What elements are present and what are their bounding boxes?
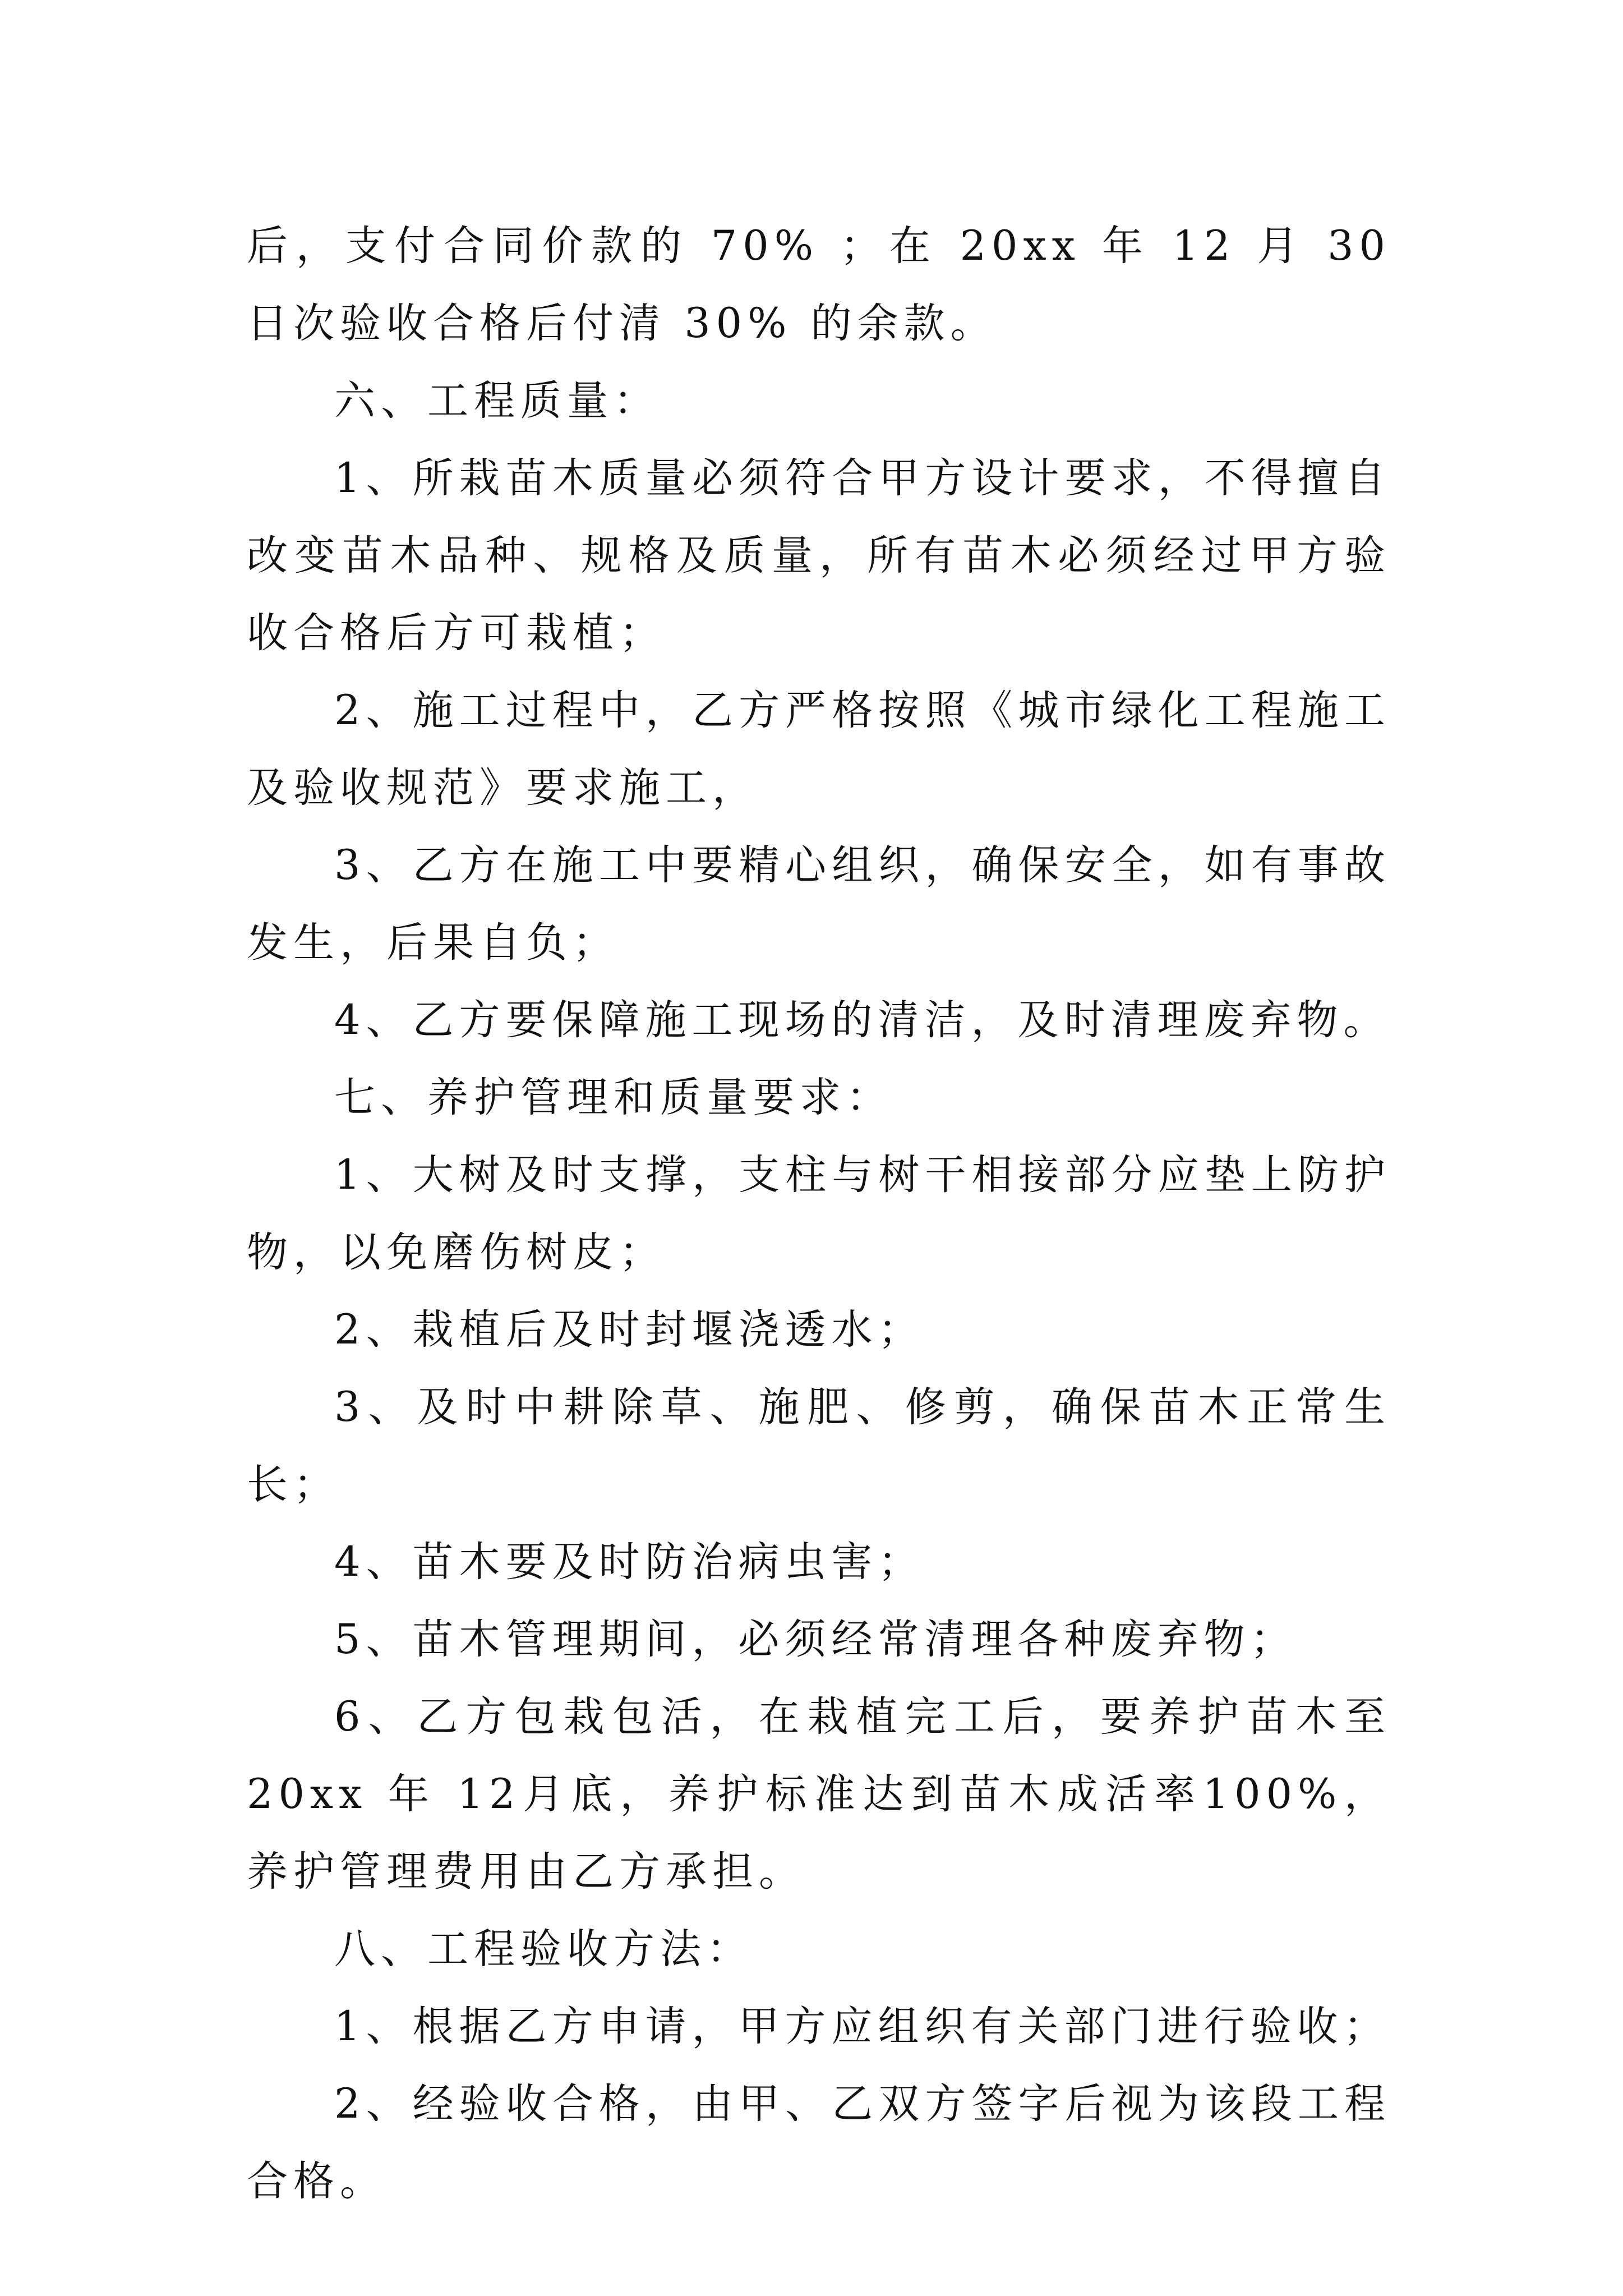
maintenance-item-6: 6、乙方包栽包活，在栽植完工后，要养护苗木至 20xx 年 12月底，养护标准达到苗木成活率100%，养护管理费用由乙方承担。 <box>247 1693 1391 1895</box>
maintenance-item-4: 4、苗木要及时防治病虫害； <box>334 1538 925 1586</box>
acceptance-item-2: 2、经验收合格，由甲、乙双方签字后视为该段工程合格。 <box>247 2080 1391 2205</box>
quality-item-4: 4、乙方要保障施工现场的清洁，及时清理废弃物。 <box>334 996 1390 1044</box>
section-heading-quality: 六、工程质量： <box>334 377 660 425</box>
quality-item-2: 2、施工过程中，乙方严格按照《城市绿化工程施工及验收规范》要求施工， <box>247 687 1391 812</box>
maintenance-item-1: 1、大树及时支撑，支柱与树干相接部分应垫上防护物，以免磨伤树皮； <box>247 1151 1391 1276</box>
maintenance-item-5: 5、苗木管理期间，必须经常清理各种废弃物； <box>334 1616 1297 1663</box>
section-heading-maintenance: 七、养护管理和质量要求： <box>334 1074 893 1121</box>
paragraph-continuation: 后，支付合同价款的 70% ；在 20xx 年 12 月 30 日次验收合格后付清 30% 的余款。 <box>247 222 1391 347</box>
document-page <box>247 208 1391 2220</box>
maintenance-item-3: 3、及时中耕除草、施肥、修剪，确保苗木正常生长； <box>247 1383 1391 1508</box>
quality-item-3: 3、乙方在施工中要精心组织，确保安全，如有事故发生，后果自负； <box>247 841 1391 967</box>
maintenance-item-2: 2、栽植后及时封堰浇透水； <box>334 1306 925 1354</box>
section-heading-acceptance: 八、工程验收方法： <box>334 1925 753 1973</box>
acceptance-item-1: 1、根据乙方申请，甲方应组织有关部门进行验收； <box>334 2003 1390 2050</box>
quality-item-1: 1、所栽苗木质量必须符合甲方设计要求，不得擅自改变苗木品种、规格及质量，所有苗木必须经过甲方验收合格后方可栽植； <box>247 454 1391 657</box>
